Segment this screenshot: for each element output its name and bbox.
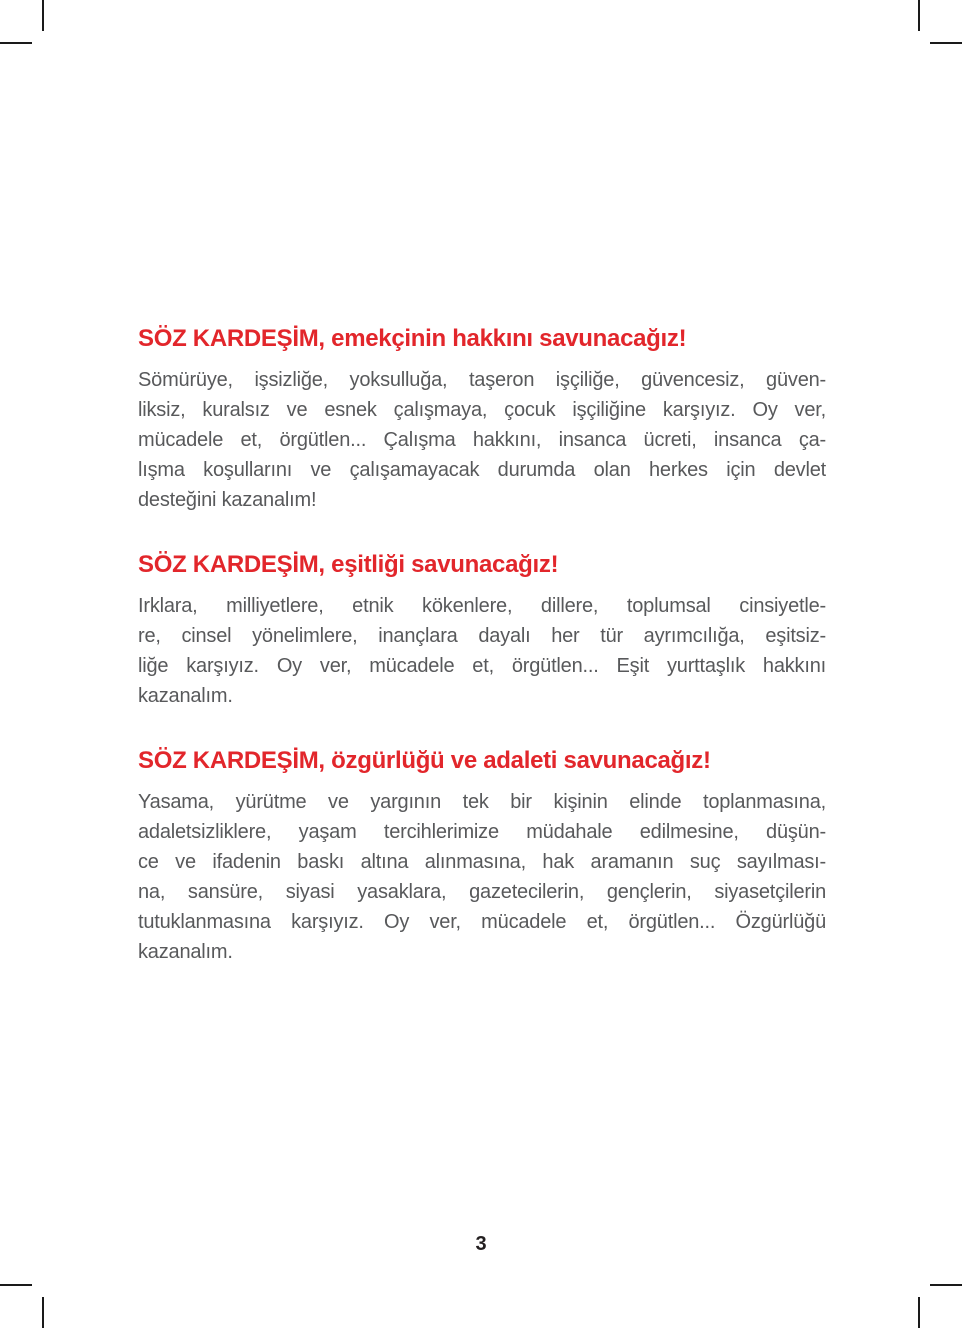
page-content [138, 325, 826, 967]
crop-mark-top-right-horizontal [930, 42, 962, 44]
crop-mark-bottom-right-vertical [918, 1297, 920, 1328]
section-freedom-justice [138, 747, 826, 967]
section-paragraph [138, 365, 826, 515]
text-line: mücadele et, örgütlen... Çalışma hakkını, insanca ücreti, insanca ça- [138, 429, 826, 451]
crop-mark-top-left-vertical [42, 0, 44, 31]
section-equality [138, 551, 826, 711]
crop-mark-bottom-left-horizontal [0, 1284, 32, 1286]
text-line: re, cinsel yönelimlere, inançlara dayalı her tür ayrımcılığa, eşitsiz- [138, 625, 826, 647]
text-line: desteğini kazanalım! [138, 489, 317, 511]
section-paragraph [138, 591, 826, 711]
section-paragraph [138, 787, 826, 967]
text-line: liğe karşıyız. Oy ver, mücadele et, örgütlen... Eşit yurttaşlık hakkını [138, 655, 826, 677]
text-line: Yasama, yürütme ve yargının tek bir kişinin elinde toplanmasına, [138, 791, 826, 813]
crop-mark-bottom-left-vertical [42, 1297, 44, 1328]
page-number: 3 [475, 1233, 487, 1255]
text-line: Irklara, milliyetlere, etnik kökenlere, dillere, toplumsal cinsiyetle- [138, 595, 826, 617]
text-line: ce ve ifadenin baskı altına alınmasına, hak aramanın suç sayılması- [138, 851, 826, 873]
text-line: lışma koşullarını ve çalışamayacak durumda olan herkes için devlet [138, 459, 826, 481]
text-line: na, sansüre, siyasi yasaklara, gazetecilerin, gençlerin, siyasetçilerin [138, 881, 826, 903]
section-heading: SÖZ KARDEŞİM, emekçinin hakkını savunacağız! [138, 325, 687, 352]
crop-mark-bottom-right-horizontal [930, 1284, 962, 1286]
text-line: kazanalım. [138, 941, 233, 963]
section-labor-rights [138, 325, 826, 515]
section-heading: SÖZ KARDEŞİM, eşitliği savunacağız! [138, 551, 559, 578]
text-line: liksiz, kuralsız ve esnek çalışmaya, çocuk işçiliğine karşıyız. Oy ver, [138, 399, 826, 421]
section-heading: SÖZ KARDEŞİM, özgürlüğü ve adaleti savunacağız! [138, 747, 711, 774]
text-line: kazanalım. [138, 685, 233, 707]
text-line: tutuklanmasına karşıyız. Oy ver, mücadele et, örgütlen... Özgürlüğü [138, 911, 826, 933]
text-line: adaletsizliklere, yaşam tercihlerimize müdahale edilmesine, düşün- [138, 821, 826, 843]
crop-mark-top-left-horizontal [0, 42, 32, 44]
crop-mark-top-right-vertical [918, 0, 920, 31]
text-line: Sömürüye, işsizliğe, yoksulluğa, taşeron işçiliğe, güvencesiz, güven- [138, 369, 826, 391]
